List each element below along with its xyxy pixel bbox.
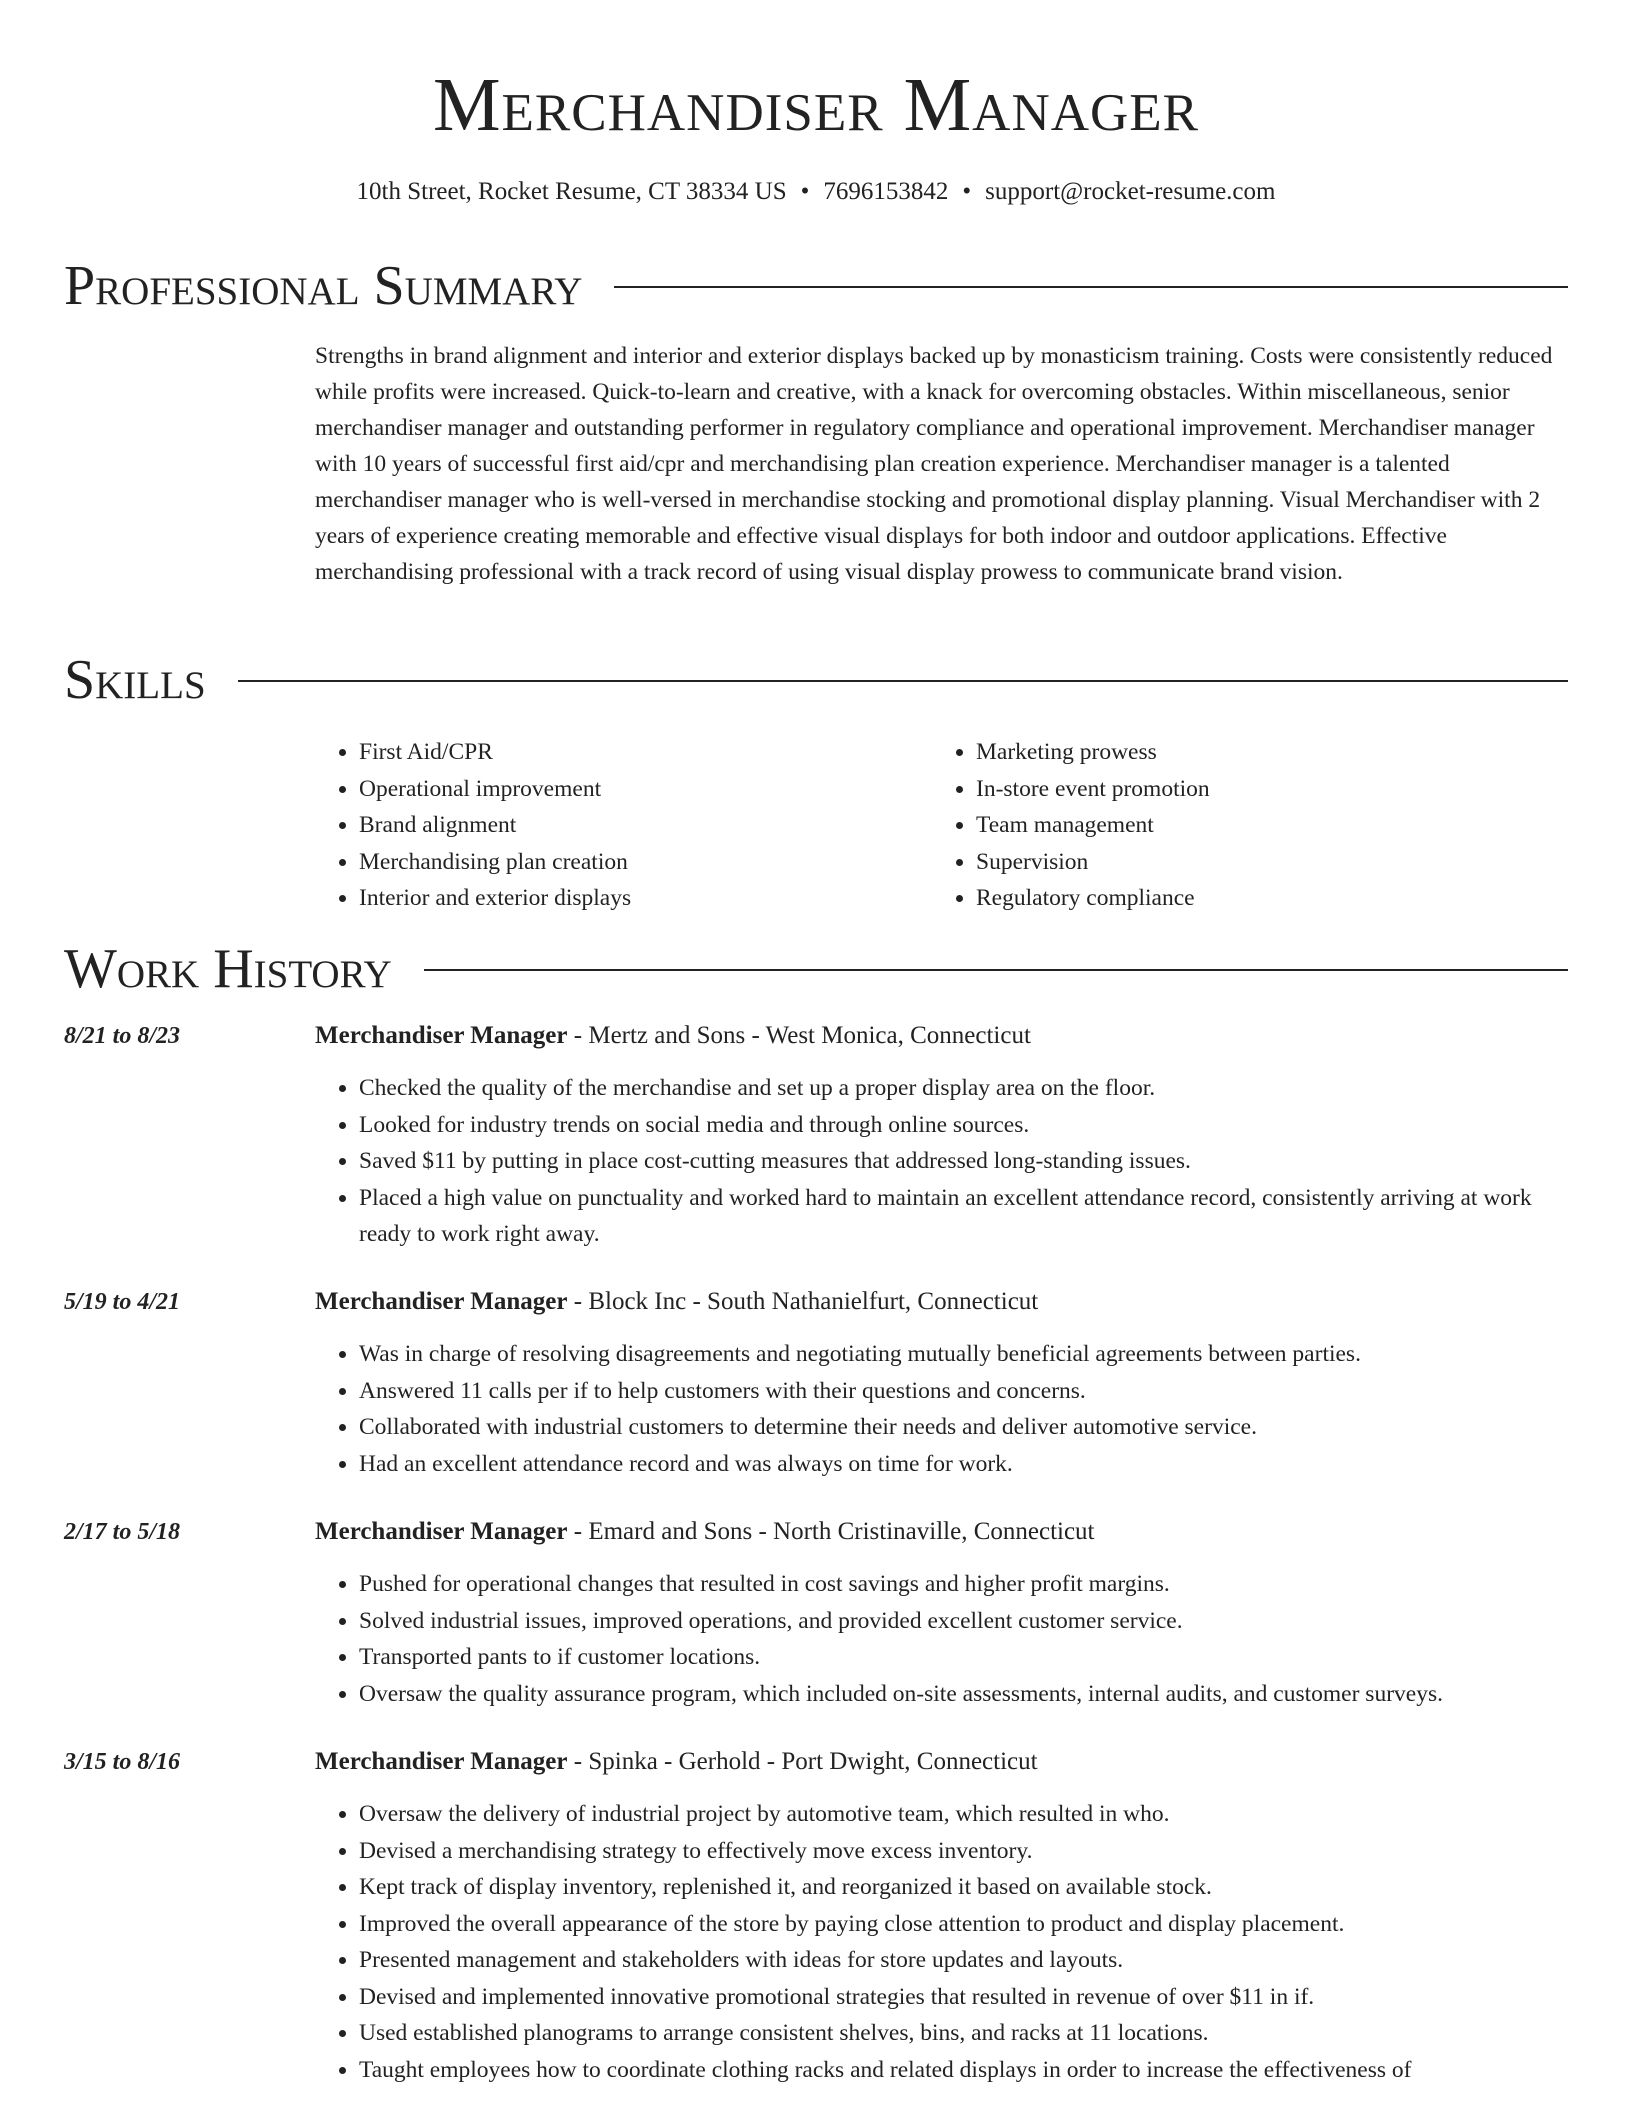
job-bullet: • Devised a merchandising strategy to effectively move excess inventory. <box>359 1833 1568 1870</box>
skills-list <box>315 734 1568 917</box>
job-heading <box>315 1744 1038 1780</box>
job-bullet: • Oversaw the quality assurance program, which included on-site assessments, internal audits, and customer surveys. <box>359 1676 1568 1713</box>
skill-item: • Merchandising plan creation <box>359 844 932 881</box>
job-bullet: • Answered 11 calls per if to help customers with their questions and concerns. <box>359 1373 1568 1410</box>
section-header-skills <box>64 648 1568 712</box>
job-dates: 3/15 to 8/16 <box>64 1749 181 1775</box>
job-bullet: • Improved the overall appearance of the store by paying close attention to product and display placement. <box>359 1906 1568 1943</box>
job-bullet: • Placed a high value on punctuality and worked hard to maintain an excellent attendance record, consistently arriving at work ready to work right away. <box>359 1180 1568 1253</box>
job-bullets <box>315 1796 1568 2088</box>
job-bullet: • Taught employees how to coordinate clothing racks and related displays in order to increase the effectiveness of <box>359 2052 1568 2089</box>
job-heading <box>315 1514 1095 1550</box>
skill-item: • Marketing prowess <box>976 734 1549 771</box>
job-bullet: • Used established planograms to arrange consistent shelves, bins, and racks at 11 locations. <box>359 2015 1568 2052</box>
job-role: Merchandiser Manager <box>315 1518 568 1545</box>
contact-email[interactable]: support@rocket-resume.com <box>985 178 1276 205</box>
section-header-summary <box>64 254 1568 318</box>
job-role: Merchandiser Manager <box>315 1288 568 1315</box>
skill-item: • Supervision <box>976 844 1549 881</box>
job-role: Merchandiser Manager <box>315 1022 568 1049</box>
job-bullet: • Transported pants to if customer locations. <box>359 1639 1568 1676</box>
job-bullet: • Kept track of display inventory, replenished it, and reorganized it based on available stock. <box>359 1869 1568 1906</box>
contact-line <box>64 174 1568 210</box>
job-employer: - Block Inc - South Nathanielfurt, Connecticut <box>567 1288 1039 1315</box>
skill-item: • In-store event promotion <box>976 771 1549 808</box>
skill-item: • Team management <box>976 807 1549 844</box>
job-employer: - Spinka - Gerhold - Port Dwight, Connecticut <box>567 1748 1038 1775</box>
section-divider <box>238 680 1568 682</box>
job-bullet: • Presented management and stakeholders with ideas for store updates and layouts. <box>359 1942 1568 1979</box>
job-employer: - Mertz and Sons - West Monica, Connecticut <box>567 1022 1031 1049</box>
job-dates: 2/17 to 5/18 <box>64 1519 181 1545</box>
job-bullet: • Pushed for operational changes that resulted in cost savings and higher profit margins. <box>359 1566 1568 1603</box>
job-bullet: • Looked for industry trends on social media and through online sources. <box>359 1107 1568 1144</box>
summary-text: Strengths in brand alignment and interior and exterior displays backed up by monasticism training. Costs were consistently reduced while profits were increased. Quick-to-learn and creative, with a knack for overcoming obstacles. Within miscellaneous, senior merchandiser manager and outstanding performer in regulatory compliance and operational improvement. Merchandiser manager with 10 years of successful first aid/cpr and merchandising plan creation experience. Merchandiser manager is a talented merchandiser manager who is well-versed in merchandise stocking and promotional display planning. Visual Merchandiser with 2 years of experience creating memorable and effective visual displays for both indoor and outdoor applications. Effective merchandising professional with a track record of using visual display prowess to communicate brand vision. <box>315 343 1553 585</box>
candidate-name: Merchandiser Manager <box>432 63 1199 147</box>
skill-item: • First Aid/CPR <box>359 734 932 771</box>
skills-column-right <box>932 734 1549 917</box>
skill-item: • Operational improvement <box>359 771 932 808</box>
contact-phone[interactable]: 7696153842 <box>823 178 949 205</box>
job-bullet: • Oversaw the delivery of industrial project by automotive team, which resulted in who. <box>359 1796 1568 1833</box>
job-bullet: • Devised and implemented innovative promotional strategies that resulted in revenue of over $11 in if. <box>359 1979 1568 2016</box>
job-bullets <box>315 1566 1568 1712</box>
section-title-work-history: Work History <box>64 938 392 1000</box>
contact-separator: • <box>800 178 810 205</box>
section-divider <box>614 286 1568 288</box>
section-header-work-history <box>64 937 1568 1001</box>
job-dates: 5/19 to 4/21 <box>64 1289 181 1315</box>
job-employer: - Emard and Sons - North Cristinaville, Connecticut <box>567 1518 1095 1545</box>
skill-item: • Brand alignment <box>359 807 932 844</box>
job-bullet: • Saved $11 by putting in place cost-cutting measures that addressed long-standing issues. <box>359 1143 1568 1180</box>
contact-separator: • <box>962 178 972 205</box>
job-heading <box>315 1018 1031 1054</box>
job-bullets <box>315 1070 1568 1253</box>
skill-item: • Interior and exterior displays <box>359 880 932 917</box>
job-heading <box>315 1284 1038 1320</box>
job-bullets <box>315 1336 1568 1482</box>
job-role: Merchandiser Manager <box>315 1748 568 1775</box>
skill-item: • Regulatory compliance <box>976 880 1549 917</box>
job-bullet: • Was in charge of resolving disagreements and negotiating mutually beneficial agreements between parties. <box>359 1336 1568 1373</box>
job-bullet: • Checked the quality of the merchandise and set up a proper display area on the floor. <box>359 1070 1568 1107</box>
skills-column-left <box>315 734 932 917</box>
job-dates: 8/21 to 8/23 <box>64 1023 181 1049</box>
job-bullet: • Solved industrial issues, improved operations, and provided excellent customer service. <box>359 1603 1568 1640</box>
section-title-summary: Professional Summary <box>64 255 583 317</box>
section-title-skills: Skills <box>64 649 206 711</box>
job-bullet: • Collaborated with industrial customers to determine their needs and deliver automotive service. <box>359 1409 1568 1446</box>
contact-address: 10th Street, Rocket Resume, CT 38334 US <box>356 178 787 205</box>
job-bullet: • Had an excellent attendance record and was always on time for work. <box>359 1446 1568 1483</box>
section-divider <box>424 969 1568 971</box>
